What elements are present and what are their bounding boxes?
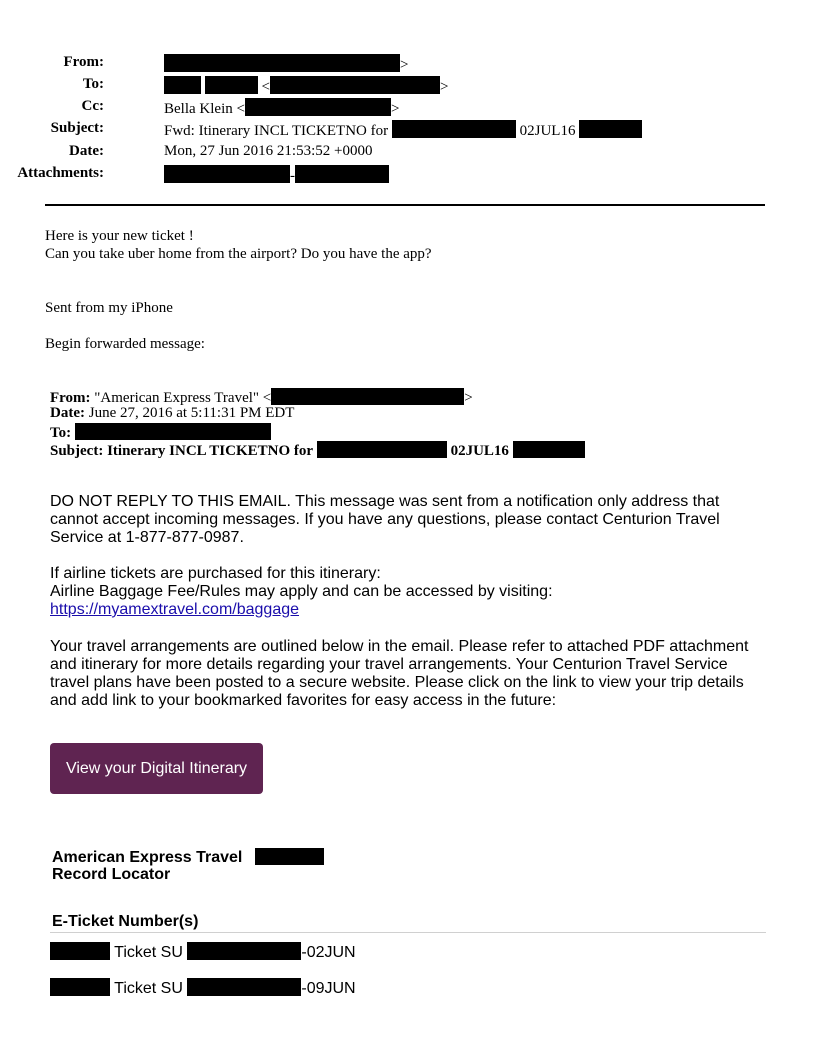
date-label: Date: (69, 143, 104, 159)
fwd-to-label: To: (50, 425, 72, 441)
redacted-block (164, 54, 400, 72)
fwd-to-row (50, 423, 271, 442)
header-date-row (0, 143, 760, 163)
redacted-block (255, 848, 324, 865)
forward-intro: Begin forwarded message: (45, 336, 205, 352)
fwd-from-label: From: (50, 390, 91, 406)
ticket-row (50, 978, 356, 998)
arrangements-paragraph: Your travel arrangements are outlined below in the email. Please refer to attached PDF attachment and itinerary for more details regarding your travel arrangements. Your Centurion Travel Service travel plans have been posted to a secure website. Please click on the link to view your trip details and add link to your bookmarked favorites for easy access in the future: (50, 638, 749, 709)
baggage-section (50, 565, 770, 619)
fwd-subject-label: Subject: Itinerary INCL TICKETNO for (50, 443, 314, 459)
to-label: To: (82, 76, 104, 92)
cc-gt: > (390, 101, 400, 117)
header-from-row (0, 54, 760, 74)
subject-date: 02JUL16 (519, 123, 576, 139)
fwd-from-gt: > (464, 390, 473, 406)
do-not-reply-notice: DO NOT REPLY TO THIS EMAIL. This message was sent from a notification only address that cannot accept incoming messages. If you have any questions, please contact Centurion Travel Service at 1-877-877-0987. (50, 493, 720, 546)
ticket-suffix: -09JUN (301, 980, 356, 997)
message-line-1: Here is your new ticket ! (45, 228, 194, 244)
header-subject-row (0, 120, 760, 140)
redacted-block (205, 76, 258, 94)
redacted-block (245, 98, 391, 116)
baggage-line-2: Airline Baggage Fee/Rules may apply and can be accessed by visiting: (50, 583, 553, 600)
redacted-block (579, 120, 642, 138)
message-line-2: Can you take uber home from the airport? Do you have the app? (45, 246, 432, 262)
ticket-prefix: Ticket SU (114, 980, 183, 997)
attachments-sep: - (290, 168, 295, 184)
redacted-block (187, 978, 301, 996)
redacted-block (513, 441, 585, 458)
eticket-heading: E-Ticket Number(s) (52, 913, 199, 930)
signature: Sent from my iPhone (45, 300, 173, 316)
redacted-block (50, 942, 110, 960)
redacted-block (271, 388, 464, 405)
redacted-block (75, 423, 271, 440)
ticket-suffix: -02JUN (301, 944, 356, 961)
redacted-block (164, 165, 290, 183)
fwd-date-value: June 27, 2016 at 5:11:31 PM EDT (88, 405, 295, 421)
cc-value: Bella Klein < (164, 101, 245, 117)
to-lt: < (261, 79, 270, 95)
record-locator-line-1: American Express Travel (52, 848, 324, 867)
subject-label: Subject: (50, 120, 104, 136)
baggage-link[interactable]: https://myamextravel.com/baggage (50, 601, 300, 618)
redacted-block (317, 441, 447, 458)
header-divider (45, 204, 765, 206)
fwd-from-value: "American Express Travel" < (94, 390, 272, 406)
record-locator-line-2: Record Locator (52, 866, 171, 883)
redacted-block (50, 978, 110, 996)
header-attachments-row (0, 165, 760, 185)
attachments-label: Attachments: (17, 165, 104, 181)
subject-value: Fwd: Itinerary INCL TICKETNO for (164, 123, 389, 139)
redacted-block (295, 165, 389, 183)
ticket-row (50, 942, 356, 962)
redacted-block (187, 942, 301, 960)
header-to-row (0, 76, 760, 96)
fwd-date-label: Date: (50, 405, 85, 421)
fwd-date-row (50, 405, 294, 422)
cc-label: Cc: (81, 98, 104, 114)
fwd-subject-row (50, 441, 585, 460)
header-cc-row (0, 98, 760, 118)
ticket-prefix: Ticket SU (114, 944, 183, 961)
eticket-divider (50, 932, 766, 933)
view-digital-itinerary-button[interactable]: View your Digital Itinerary (50, 743, 263, 794)
redacted-block (164, 76, 201, 94)
redacted-block (270, 76, 440, 94)
from-label: From: (63, 54, 104, 70)
baggage-line-1: If airline tickets are purchased for this itinerary: (50, 565, 381, 582)
redacted-block (392, 120, 516, 138)
to-gt: > (439, 79, 449, 95)
from-suffix: > (400, 57, 409, 73)
fwd-subject-date: 02JUL16 (450, 443, 509, 459)
date-value: Mon, 27 Jun 2016 21:53:52 +0000 (164, 143, 373, 159)
